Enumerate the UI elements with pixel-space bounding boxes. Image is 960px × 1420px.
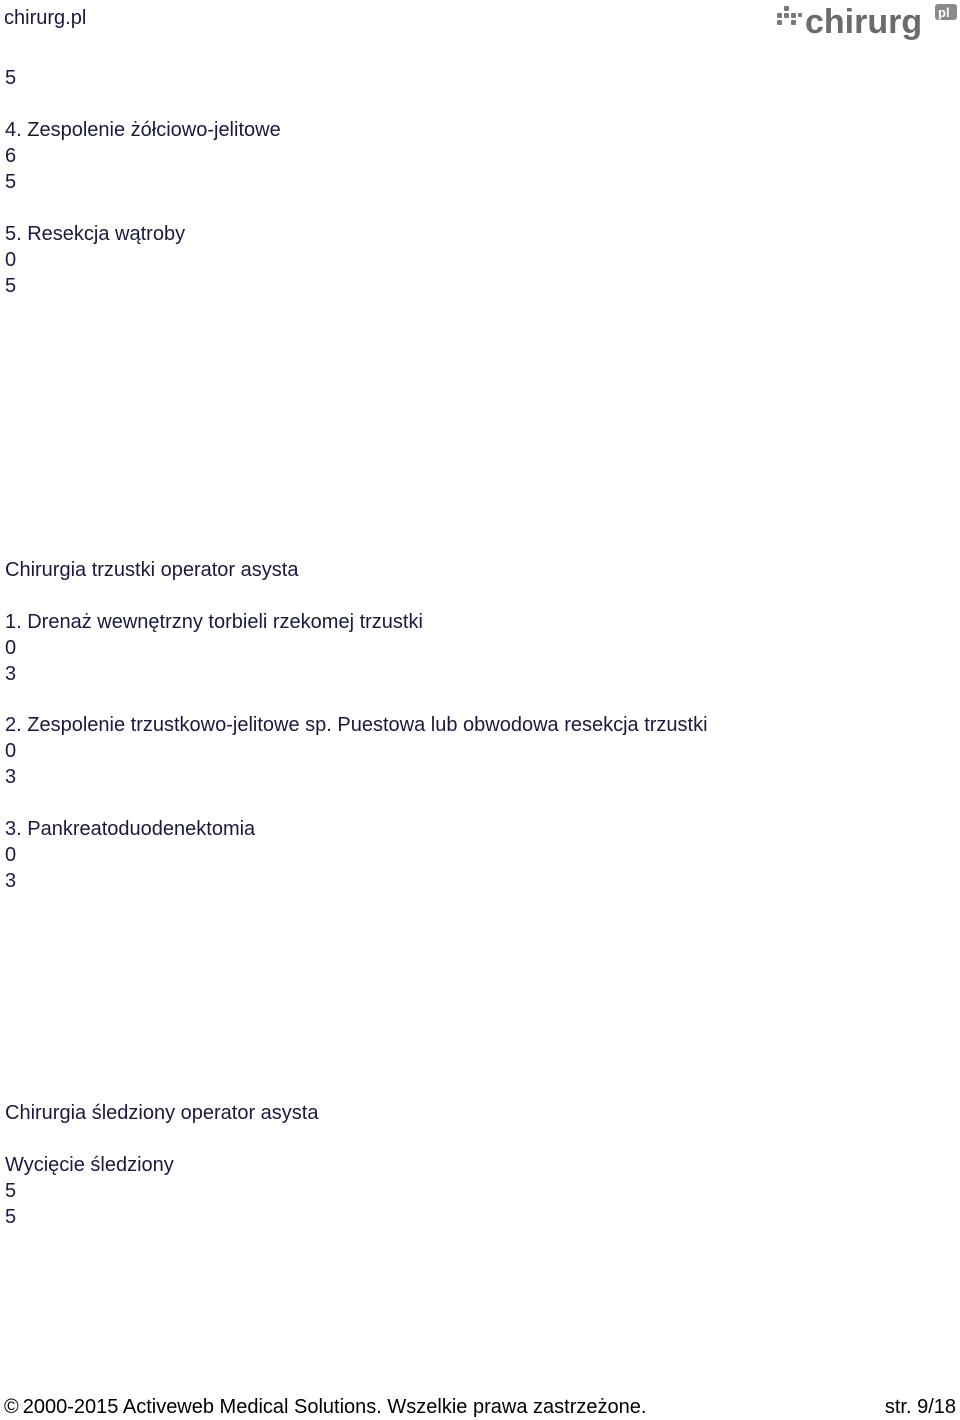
text-line: 0 xyxy=(5,844,17,866)
text-line: 1. Drenaż wewnętrzny torbieli rzekomej trzustki xyxy=(5,611,423,633)
text-line: 2. Zespolenie trzustkowo-jelitowe sp. Puestowa lub obwodowa resekcja trzustki xyxy=(5,714,708,736)
section-heading: Chirurgia trzustki operator asysta xyxy=(5,559,299,581)
copyright xyxy=(4,1394,646,1420)
text-line: 3 xyxy=(5,663,17,685)
text-line: 0 xyxy=(5,637,17,659)
copyright-text: 2000-2015 Activeweb Medical Solutions. Wszelkie prawa zastrzeżone. xyxy=(22,1396,647,1418)
text-line: 3 xyxy=(5,766,17,788)
text-line: 5 xyxy=(5,67,17,89)
logo-text: chirurg xyxy=(805,3,923,41)
text-line: Wycięcie śledziony xyxy=(5,1154,174,1176)
text-line: 5 xyxy=(5,1180,17,1202)
text-line: 5 xyxy=(5,275,17,297)
text-line: 0 xyxy=(5,249,17,271)
site-name: chirurg.pl xyxy=(4,7,87,29)
text-line: 4. Zespolenie żółciowo-jelitowe xyxy=(5,119,281,141)
text-line: 5. Resekcja wątroby xyxy=(5,223,186,245)
section-heading: Chirurgia śledziony operator asysta xyxy=(5,1102,319,1124)
page-number: str. 9/18 xyxy=(884,1396,956,1418)
text-line: 3. Pankreatoduodenektomia xyxy=(5,818,256,840)
page-footer xyxy=(0,1394,960,1420)
copyright-icon: © xyxy=(4,1396,19,1418)
text-line: 5 xyxy=(5,1206,17,1228)
chirurg-logo xyxy=(775,0,960,42)
text-line: 6 xyxy=(5,145,17,167)
text-line: 5 xyxy=(5,171,17,193)
logo-dots-icon xyxy=(777,6,802,25)
logo-suffix: pl xyxy=(938,5,950,20)
text-line: 3 xyxy=(5,870,17,892)
text-line: 0 xyxy=(5,740,17,762)
